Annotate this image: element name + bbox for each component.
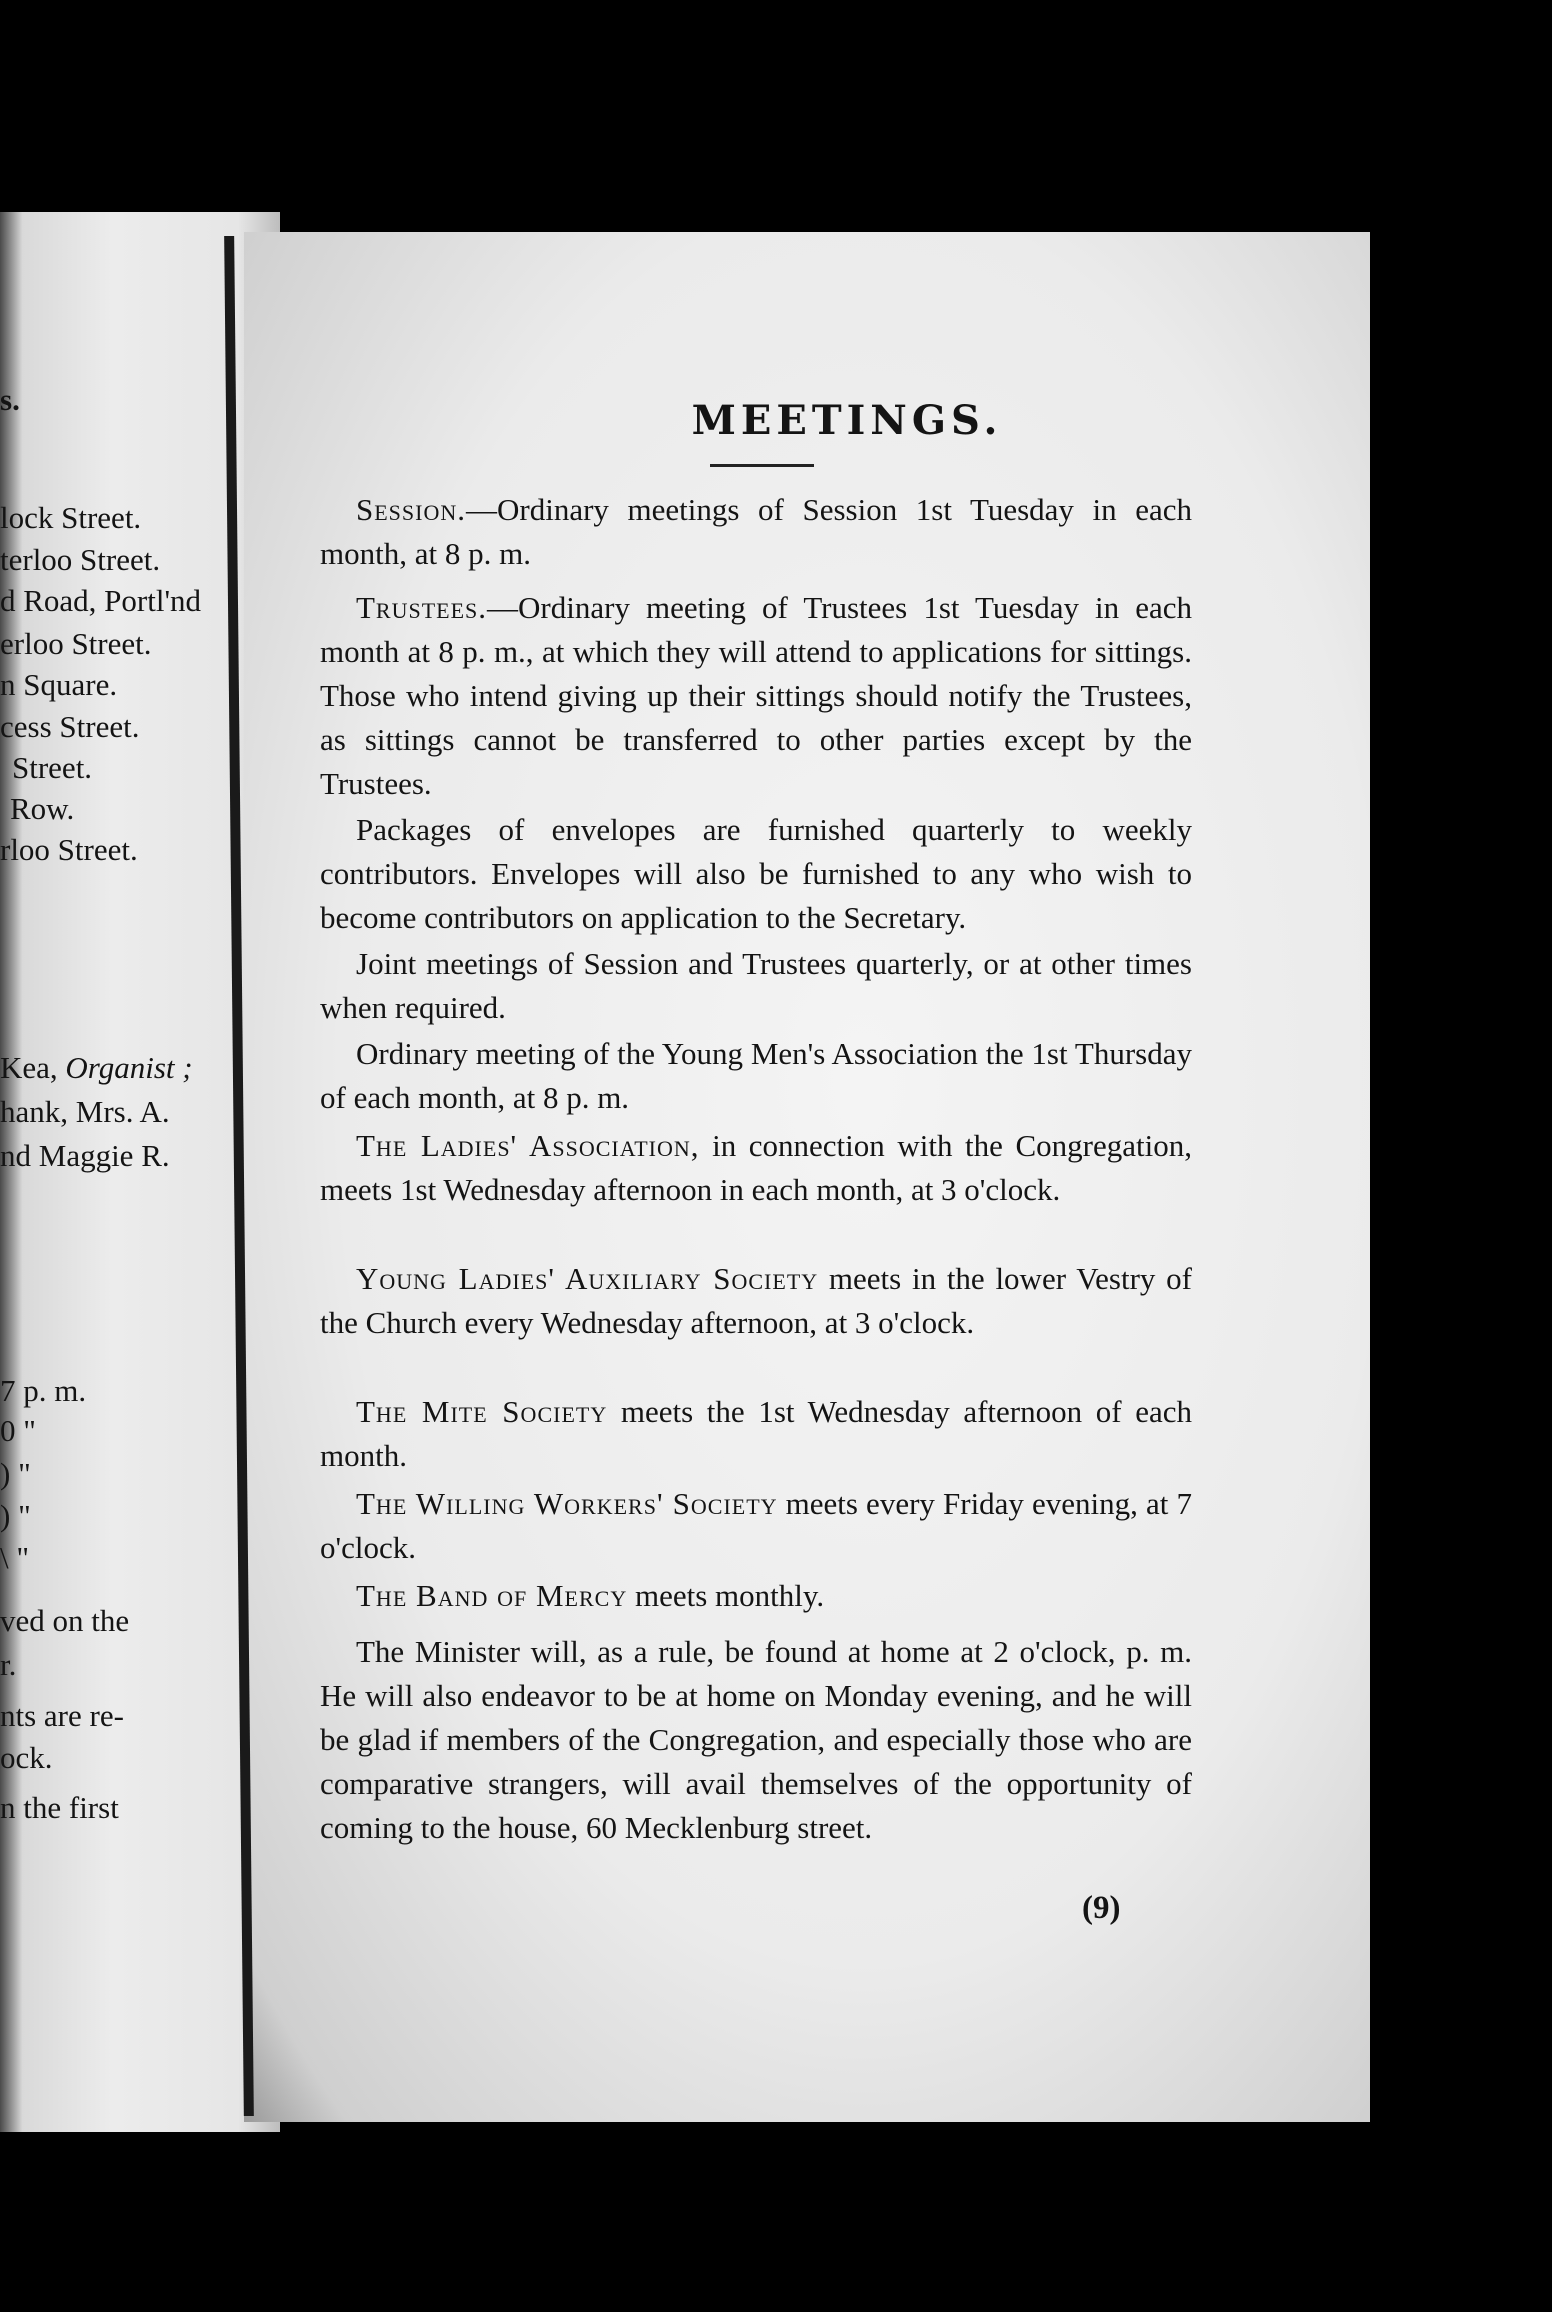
paragraph-text: Joint meetings of Session and Trustees quarterly, or at other times when required. bbox=[320, 946, 1192, 1025]
paragraph-lead: The Band of Mercy bbox=[356, 1578, 628, 1613]
paragraph-text: meets the 1st Wednesday afternoon of each month. bbox=[320, 1394, 1192, 1473]
page-title: MEETINGS. bbox=[691, 397, 1003, 444]
paragraph-text: The Minister will, as a rule, be found at home at 2 o'clock, p. m. He will also endeavor to be at home on Monday evening, and he will be glad if members of the Congregation, and especially those who are comparative strangers, will avail themselves of the opportunity of coming to the house, 60 Mecklenburg street. bbox=[320, 1634, 1192, 1845]
left-page-line: s. bbox=[0, 382, 20, 417]
paragraph-joint-meetings bbox=[320, 942, 1192, 1030]
paragraph-lead: Session. bbox=[356, 492, 467, 527]
right-page bbox=[244, 232, 1370, 2122]
left-page-line: nd Maggie R. bbox=[0, 1138, 170, 1173]
paragraph-lead: Young Ladies' Auxiliary Society bbox=[356, 1261, 819, 1296]
paragraph-text: in connection with the Congregation, meets 1st Wednesday afternoon in each month, at 3 o'clock. bbox=[320, 1128, 1192, 1207]
paragraph-willing-workers bbox=[320, 1482, 1192, 1570]
left-page-line: n Square. bbox=[0, 667, 118, 702]
left-page-line: Street. bbox=[12, 750, 93, 785]
left-page-line: lock Street. bbox=[0, 500, 142, 535]
left-page-line: 7 p. m. bbox=[0, 1373, 87, 1408]
left-page-line: erloo Street. bbox=[0, 626, 152, 661]
paragraph-minister bbox=[320, 1630, 1192, 1850]
left-page-line: ved on the bbox=[0, 1603, 130, 1638]
paragraph-lead: The Mite Society bbox=[356, 1394, 608, 1429]
paragraph-session bbox=[320, 488, 1192, 576]
left-page-text: Kea, bbox=[0, 1050, 58, 1085]
paragraph-mite-society bbox=[320, 1390, 1192, 1478]
left-page-line: r. bbox=[0, 1647, 17, 1682]
left-page-line: Row. bbox=[10, 791, 75, 826]
left-page-text: Organist ; bbox=[65, 1050, 193, 1085]
paragraph-text: Ordinary meeting of the Young Men's Association the 1st Thursday of each month, at 8 p. m. bbox=[320, 1036, 1192, 1115]
paragraph-young-ladies-auxiliary bbox=[320, 1257, 1192, 1345]
paragraph-text: meets monthly. bbox=[627, 1578, 825, 1613]
left-page-line bbox=[0, 1052, 193, 1083]
paragraph-young-mens-association bbox=[320, 1032, 1192, 1120]
left-page-line: 0 " bbox=[0, 1413, 36, 1448]
paragraph-lead: The Willing Workers' Society bbox=[356, 1486, 778, 1521]
left-page-line: ock. bbox=[0, 1740, 53, 1775]
paragraph-text: —Ordinary meeting of Trustees 1st Tuesday in each month at 8 p. m., at which they will attend to applications for sittings. Those who intend giving up their sittings should notify the Trustees, as sittings cannot be transferred to other parties except by the Trustees. bbox=[320, 590, 1192, 801]
page-number: (9) bbox=[1082, 1890, 1121, 1926]
paragraph-trustees bbox=[320, 586, 1192, 806]
left-page-line: rloo Street. bbox=[0, 832, 138, 867]
left-page-line: ) " bbox=[0, 1456, 31, 1491]
paragraph-lead: The Ladies' Association, bbox=[356, 1128, 700, 1163]
left-page-line: d Road, Portl'nd bbox=[0, 583, 202, 618]
left-page-line: cess Street. bbox=[0, 709, 140, 744]
paragraph-text: Packages of envelopes are furnished quarterly to weekly contributors. Envelopes will also be furnished to any who wish to become contributors on application to the Secretary. bbox=[320, 812, 1192, 935]
paragraph-lead: Trustees. bbox=[356, 590, 488, 625]
left-page-line: \ " bbox=[0, 1540, 30, 1575]
paragraph-envelopes bbox=[320, 808, 1192, 940]
left-page-line: nts are re- bbox=[0, 1698, 124, 1733]
paragraph-ladies-association bbox=[320, 1124, 1192, 1212]
paragraph-text: meets every Friday evening, at 7 o'clock. bbox=[320, 1486, 1192, 1565]
title-rule bbox=[710, 464, 814, 467]
left-page-line: n the first bbox=[0, 1790, 119, 1825]
left-page-line: ) " bbox=[0, 1498, 31, 1533]
paragraph-text: meets in the lower Vestry of the Church every Wednesday afternoon, at 3 o'clock. bbox=[320, 1261, 1192, 1340]
left-page-line: terloo Street. bbox=[0, 542, 161, 577]
left-page-line: hank, Mrs. A. bbox=[0, 1094, 170, 1129]
paragraph-text: —Ordinary meetings of Session 1st Tuesday in each month, at 8 p. m. bbox=[320, 492, 1192, 571]
paragraph-band-of-mercy bbox=[320, 1574, 1192, 1618]
